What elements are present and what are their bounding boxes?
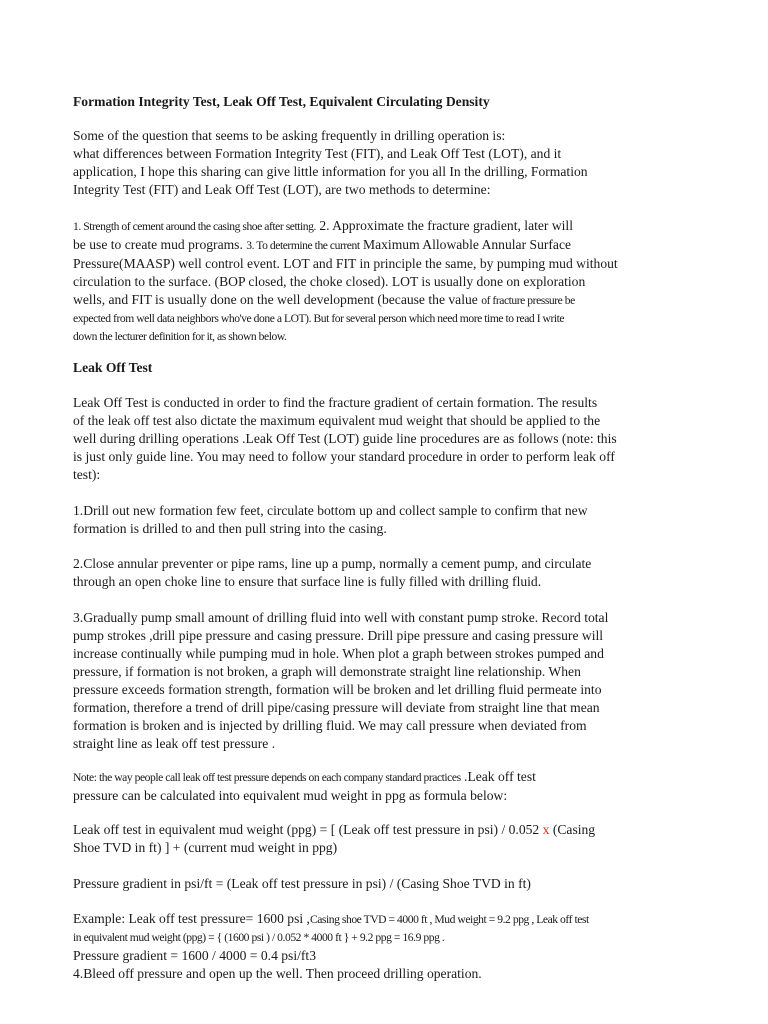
procedure-step-2 (73, 555, 698, 591)
text-run: Leak off test in equivalent mud weight (ppg) = [ (Leak off test pressure in psi) / 0.052 (73, 822, 543, 837)
text-run: wells, and FIT is usually done on the well development (because the value (73, 292, 482, 307)
text-run: Casing shoe TVD = 4000 ft , Mud weight = 9.2 ppg , Leak off test (309, 913, 589, 926)
formula-pressure-gradient (73, 875, 698, 893)
text-run: 1. Strength of cement around the casing shoe after setting. (73, 220, 316, 233)
example-paragraph (73, 910, 698, 983)
text-run: (Casing (549, 822, 596, 837)
section-heading-leak-off-test: Leak Off Test (73, 360, 153, 375)
text-line: formation is broken and is injected by drilling fluid. We may call pressure when deviated from (73, 718, 587, 733)
text-line: expected from well data neighbors who've done a LOT). But for several person which need more time to read I write (73, 312, 565, 325)
text-run: of fracture pressure be (481, 294, 575, 307)
procedure-step-3 (73, 609, 698, 753)
text-line: 1.Drill out new formation few feet, circulate bottom up and collect sample to confirm that new (73, 503, 588, 518)
text-line: Some of the question that seems to be asking frequently in drilling operation is: (73, 128, 506, 143)
text-line: through an open choke line to ensure that surface line is fully filled with drilling fluid. (73, 574, 542, 589)
text-line: formation, therefore a trend of drill pipe/casing pressure will deviate from straight line that mean (73, 700, 600, 715)
text-line (73, 910, 698, 929)
text-line: Shoe TVD in ft) ] + (current mud weight in ppg) (73, 840, 338, 855)
text-run: Maximum Allowable Annular Surface (359, 237, 572, 252)
text-line: pressure can be calculated into equivalent mud weight in ppg as formula below: (73, 788, 508, 803)
text-line: in equivalent mud weight (ppg) = { (1600 psi ) / 0.052 * 4000 ft } + 9.2 ppg = 16.9 ppg . (73, 931, 445, 944)
text-line: Pressure(MAASP) well control event. LOT and FIT in principle the same, by pumping mud without (73, 256, 618, 271)
text-line: Integrity Test (FIT) and Leak Off Test (LOT), are two methods to determine: (73, 182, 491, 197)
text-line: well during drilling operations .Leak Off Test (LOT) guide line procedures are as follows (note: this (73, 431, 617, 446)
text-line (73, 768, 698, 787)
text-line (73, 236, 698, 255)
text-line: Pressure gradient = 1600 / 4000 = 0.4 psi/ft3 (73, 948, 317, 963)
text-line: test): (73, 467, 101, 482)
text-line: pressure, if formation is not broken, a graph will demonstrate straight line relationship. When (73, 664, 581, 679)
text-line: is just only guide line. You may need to follow your standard procedure in order to perform leak off (73, 449, 615, 464)
text-line: Pressure gradient in psi/ft = (Leak off test pressure in psi) / (Casing Shoe TVD in ft) (73, 876, 531, 891)
text-line: application, I hope this sharing can give little information for you all In the drilling, Formation (73, 164, 588, 179)
text-line: increase continually while pumping mud in hole. When plot a graph between strokes pumped and (73, 646, 604, 661)
text-line: pump strokes ,drill pipe pressure and casing pressure. Drill pipe pressure and casing pressure will (73, 628, 604, 643)
text-line: of the leak off test also dictate the maximum equivalent mud weight that should be applied to the (73, 413, 601, 428)
text-line: straight line as leak off test pressure . (73, 736, 276, 751)
text-run: 2. Approximate the fracture gradient, later will (315, 218, 573, 233)
text-line: pressure exceeds formation strength, formation will be broken and let drilling fluid permeate into (73, 682, 602, 697)
text-line: Leak Off Test is conducted in order to find the fracture gradient of certain formation. The results (73, 395, 598, 410)
text-run: .Leak off test (460, 769, 536, 784)
formula-equivalent-mud-weight (73, 821, 698, 857)
note-paragraph (73, 768, 698, 805)
procedure-step-1 (73, 502, 698, 538)
text-line (73, 291, 698, 310)
text-line (73, 217, 698, 236)
text-line: what differences between Formation Integrity Test (FIT), and Leak Off Test (LOT), and it (73, 146, 562, 161)
text-run: Note: the way people call leak off test pressure depends on each company standard practices (73, 771, 461, 784)
text-line: 3.Gradually pump small amount of drilling fluid into well with constant pump stroke. Record total (73, 610, 609, 625)
text-run: be use to create mud programs. (73, 237, 247, 252)
text-line: down the lecturer definition for it, as shown below. (73, 330, 287, 343)
text-line (73, 821, 698, 839)
multiply-sign: x (542, 822, 550, 837)
text-line: formation is drilled to and then pull string into the casing. (73, 521, 387, 536)
text-line: 2.Close annular preventer or pipe rams, line up a pump, normally a cement pump, and circulate (73, 556, 592, 571)
text-run: 3. To determine the current (246, 239, 360, 252)
text-line: 4.Bleed off pressure and open up the well. Then proceed drilling operation. (73, 966, 482, 981)
intro-paragraph (73, 127, 698, 199)
text-run: Example: Leak off test pressure= 1600 psi , (73, 911, 310, 926)
methods-paragraph (73, 217, 698, 346)
text-line: circulation to the surface. (BOP closed, the choke closed). LOT is usually done on exploration (73, 274, 586, 289)
leak-off-intro-paragraph (73, 394, 698, 484)
document-title: Formation Integrity Test, Leak Off Test, Equivalent Circulating Density (73, 94, 490, 109)
